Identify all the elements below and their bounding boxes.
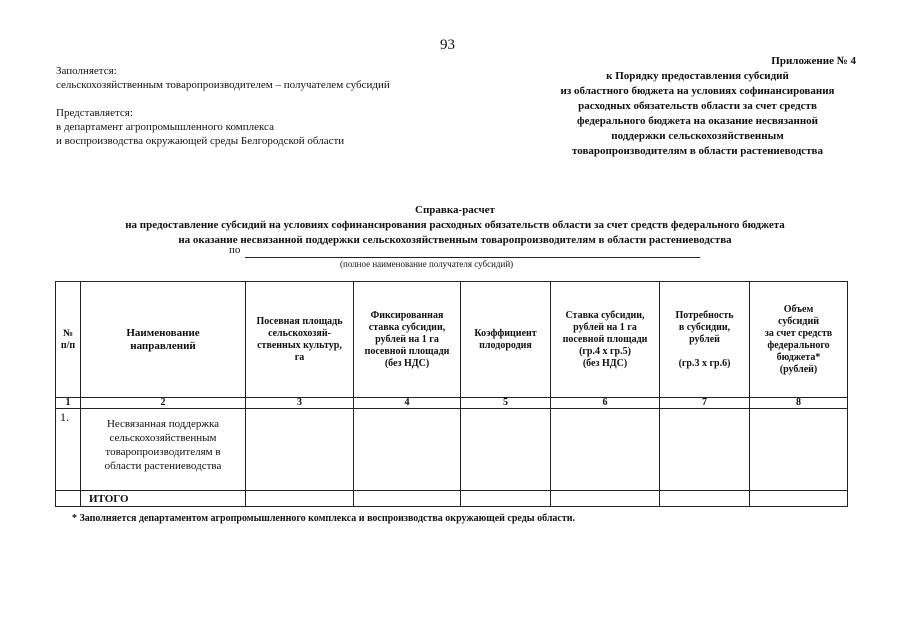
filler-info	[56, 64, 390, 148]
appendix-header	[535, 54, 860, 159]
recipient-underline	[245, 257, 700, 258]
submitted-label: Представляется:	[56, 107, 133, 119]
total-row	[56, 491, 848, 507]
header-col-1: № п/п	[56, 282, 81, 398]
total-federal-volume-cell[interactable]	[750, 491, 848, 507]
appendix-line: расходных обязательств области за счет средств	[578, 100, 817, 112]
total-fixed-rate-cell[interactable]	[354, 491, 461, 507]
fixed-rate-cell[interactable]	[354, 409, 461, 491]
total-subsidy-rate-cell[interactable]	[551, 491, 660, 507]
fertility-coefficient-cell[interactable]	[461, 409, 551, 491]
subsidy-need-cell[interactable]	[660, 409, 750, 491]
row-number: 1.	[56, 409, 81, 491]
filled-label: Заполняется:	[56, 65, 117, 77]
column-number: 7	[660, 398, 750, 409]
header-col-6: Ставка субсидии, рублей на 1 га посевной площади (гр.4 х гр.5) (без НДС)	[551, 282, 660, 398]
footnote: * Заполняется департаментом агропромышленного комплекса и воспроизводства окружающей среды области.	[72, 513, 576, 524]
header-col-8: Объем субсидий за счет средств федерального бюджета* (рублей)	[750, 282, 848, 398]
column-number: 3	[246, 398, 354, 409]
title-line-3: на оказание несвязанной поддержки сельскохозяйственным товаропроизводителям в области растениеводства	[178, 234, 732, 246]
sown-area-cell[interactable]	[246, 409, 354, 491]
column-number: 4	[354, 398, 461, 409]
recipient-prefix: по	[229, 244, 241, 256]
total-empty-cell	[56, 491, 81, 507]
title-line-2: на предоставление субсидий на условиях софинансирования расходных обязательств области за счет средств федерального бюджета	[125, 219, 785, 231]
subsidy-rate-cell[interactable]	[551, 409, 660, 491]
direction-name: Несвязанная поддержка сельскохозяйственным товаропроизводителям в области растениеводства	[81, 409, 246, 491]
appendix-line: товаропроизводителям в области растениеводства	[571, 145, 823, 157]
appendix-line: к Порядку предоставления субсидий	[606, 70, 789, 82]
appendix-line: из областного бюджета на условиях софинансирования	[560, 85, 835, 97]
federal-subsidy-volume-cell[interactable]	[750, 409, 848, 491]
header-col-5: Коэффициент плодородия	[461, 282, 551, 398]
column-number: 5	[461, 398, 551, 409]
page-number: 93	[440, 37, 455, 53]
total-subsidy-need-cell[interactable]	[660, 491, 750, 507]
submitted-to-line-1: в департамент агропромышленного комплекса	[56, 121, 274, 133]
header-col-7: Потребность в субсидии, рублей (гр.3 х гр.6)	[660, 282, 750, 398]
column-number: 1	[56, 398, 81, 409]
header-col-4: Фиксированная ставка субсидии, рублей на 1 га посевной площади (без НДС)	[354, 282, 461, 398]
table-row	[56, 409, 848, 491]
recipient-hint: (полное наименование получателя субсидий)	[340, 259, 514, 269]
appendix-line: поддержки сельскохозяйственным	[611, 130, 784, 142]
total-coefficient-cell[interactable]	[461, 491, 551, 507]
table-header-row	[56, 282, 848, 398]
calculation-table	[55, 281, 848, 507]
total-sown-area-cell[interactable]	[246, 491, 354, 507]
header-col-3: Посевная площадь сельскохозяй- ственных культур, га	[246, 282, 354, 398]
document-title	[60, 203, 850, 248]
column-number-row	[56, 398, 848, 409]
column-number: 8	[750, 398, 848, 409]
appendix-number: Приложение № 4	[771, 55, 856, 67]
column-number: 6	[551, 398, 660, 409]
column-number: 2	[81, 398, 246, 409]
filled-by: сельскохозяйственным товаропроизводителем – получателем субсидий	[56, 79, 390, 91]
title-line-1: Справка-расчет	[415, 204, 495, 216]
total-label: ИТОГО	[81, 491, 246, 507]
appendix-line: федерального бюджета на оказание несвязанной	[576, 115, 819, 127]
submitted-to-line-2: и воспроизводства окружающей среды Белгородской области	[56, 135, 345, 147]
header-col-2: Наименование направлений	[81, 282, 246, 398]
